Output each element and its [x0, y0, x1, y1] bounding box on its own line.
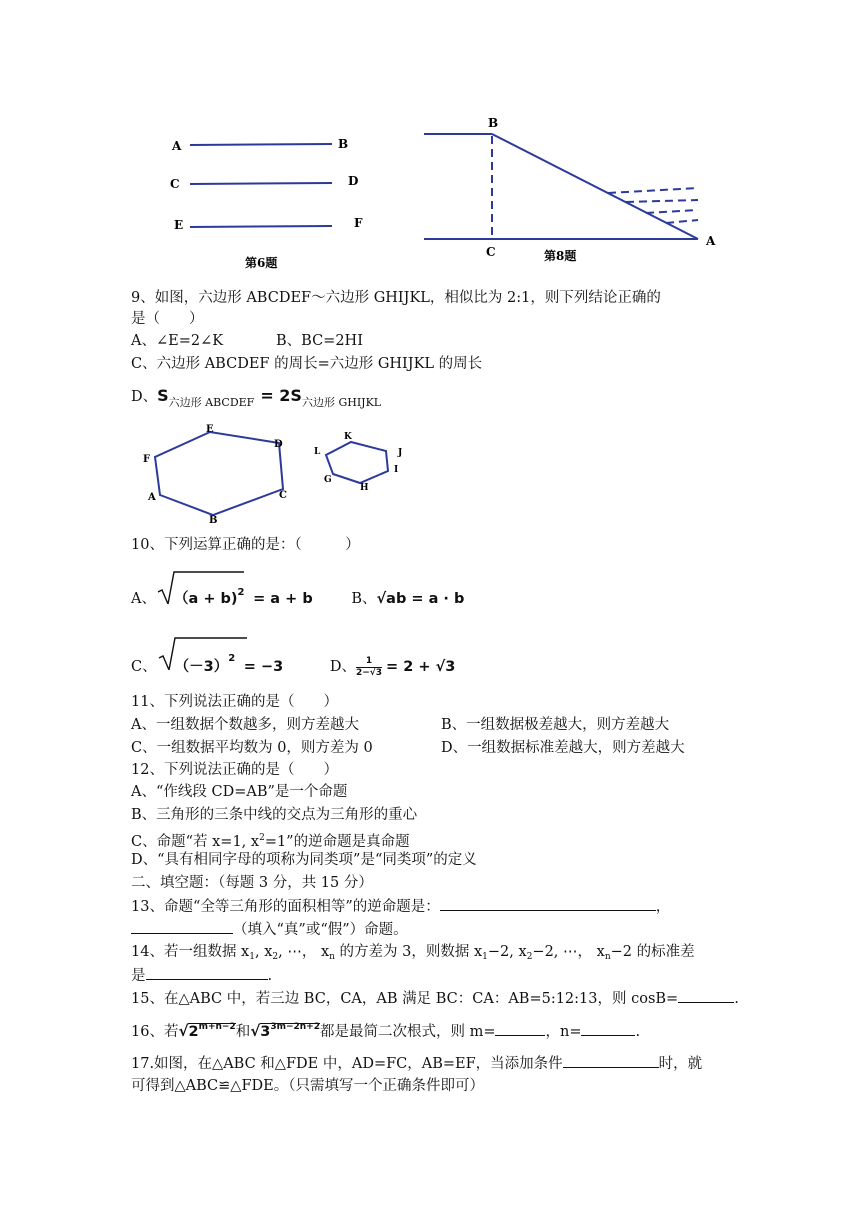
fig8-label-b: B	[488, 116, 499, 130]
q9-option-c: C、六边形 ABCDEF 的周长=六边形 GHIJKL 的周长	[131, 356, 483, 372]
hex-big-d: D	[274, 439, 283, 450]
hex-small-h: H	[360, 483, 369, 493]
q9-option-d: D、$S_{六边形 ABCDEF} = 2S_{六边形 GHIJKL}$	[131, 386, 382, 409]
q13-line2: （填入“真”或“假”）命题。	[131, 919, 408, 940]
q9-stem-line2: 是（ ）	[131, 311, 204, 327]
figure-8	[418, 112, 728, 267]
fig6-label-f: F	[354, 216, 363, 230]
fig6-label-e: E	[174, 218, 184, 232]
q16-line: 16、若$√2^{m+n-2}$和$√3^{3m-2n+2}$都是最简二次根式，则 m= ，n= .	[131, 1022, 641, 1040]
q10-option-a: A、 （a + b)$^2$ = a + b B、√ab = a · b	[131, 578, 464, 608]
q11-stem: 11、下列说法正确的是（ ）	[131, 694, 338, 710]
q15-line: 15、在△ABC 中，若三边 BC，CA，AB 满足 BC：CA：AB=5:12:13，则 cosB= .	[131, 988, 739, 1009]
q11-option-d: D、一组数据标准差越大，则方差越大	[441, 740, 685, 756]
figure-6	[160, 125, 380, 275]
q12-option-c: C、命题“若 x=1, $x^2=1$”的逆命题是真命题	[131, 833, 410, 850]
q12-option-a: A、“作线段 CD=AB”是一个命题	[131, 784, 348, 800]
q17-blank[interactable]	[563, 1053, 659, 1068]
q9-stem-line1: 9、如图，六边形 ABCDEF～六边形 GHIJKL，相似比为 2:1，则下列结论正确的	[131, 290, 661, 306]
q11-option-b: B、一组数据极差越大，则方差越大	[441, 717, 670, 733]
q11-option-a: A、一组数据个数越多，则方差越大	[131, 717, 359, 733]
fig8-label-a: A	[706, 234, 716, 248]
hex-big-b: B	[209, 515, 218, 526]
section-2-heading: 二、填空题：（每题 3 分，共 15 分）	[131, 875, 373, 891]
radical-sign-icon	[156, 570, 246, 604]
hexagons-figure	[140, 422, 420, 527]
hex-small-g: G	[324, 475, 332, 485]
hex-small-j: J	[398, 448, 403, 458]
q12-option-d: D、“具有相同字母的项称为同类项”是“同类项”的定义	[131, 852, 477, 868]
q13-blank-2[interactable]	[131, 919, 233, 934]
hex-big-e: E	[206, 424, 214, 435]
hex-big-a: A	[148, 492, 156, 503]
hex-big-f: F	[143, 454, 151, 465]
q17-line2: 可得到△ABC≌△FDE。（只需填写一个正确条件即可）	[131, 1078, 484, 1094]
hex-small-i: I	[394, 465, 399, 475]
q14-line1: 14、若一组数据 $x_1$, $x_2$, ⋯， $x_n$ 的方差为 3，则数据 $x_1-2$, $x_2-2$, ⋯， $x_n-2$ 的标准差	[131, 944, 695, 962]
fig6-label-b: B	[338, 137, 349, 151]
hex-big-c: C	[279, 490, 287, 501]
fig6-label-d: D	[348, 174, 359, 188]
hex-small-l: L	[314, 447, 321, 457]
q14-line2: 是 .	[131, 965, 272, 986]
fig8-caption: 第8题	[544, 249, 577, 263]
q13-line1: 13、命题“全等三角形的面积相等”的逆命题是： ，	[131, 896, 670, 917]
q15-blank[interactable]	[678, 988, 734, 1003]
fig6-caption: 第6题	[245, 256, 278, 270]
q16-blank-n[interactable]	[581, 1021, 635, 1036]
q9-option-b: B、BC=2HI	[276, 333, 363, 349]
q13-blank-1[interactable]	[440, 896, 656, 911]
q10-stem: 10、下列运算正确的是：（ ）	[131, 537, 360, 553]
radical-sign-icon-2	[157, 636, 249, 670]
q9-option-a: A、∠E=2∠K	[131, 333, 224, 349]
q12-option-b: B、三角形的三条中线的交点为三角形的重心	[131, 807, 418, 823]
q14-blank[interactable]	[146, 965, 268, 980]
fig6-label-c: C	[170, 177, 180, 191]
q16-blank-m[interactable]	[495, 1021, 545, 1036]
fig8-label-c: C	[486, 245, 496, 259]
q11-option-c: C、一组数据平均数为 0，则方差为 0	[131, 740, 373, 756]
q10-option-c: C、 $(-3)^2 = -3$ D、 $\frac{1}{2-√3}$ = 2 + √3	[131, 644, 455, 674]
fig6-label-a: A	[172, 139, 182, 153]
q17-line1: 17.如图，在△ABC 和△FDE 中，AD=FC，AB=EF，当添加条件 时，就	[131, 1053, 702, 1074]
hex-small-k: K	[344, 432, 352, 442]
q12-stem: 12、下列说法正确的是（ ）	[131, 762, 338, 778]
